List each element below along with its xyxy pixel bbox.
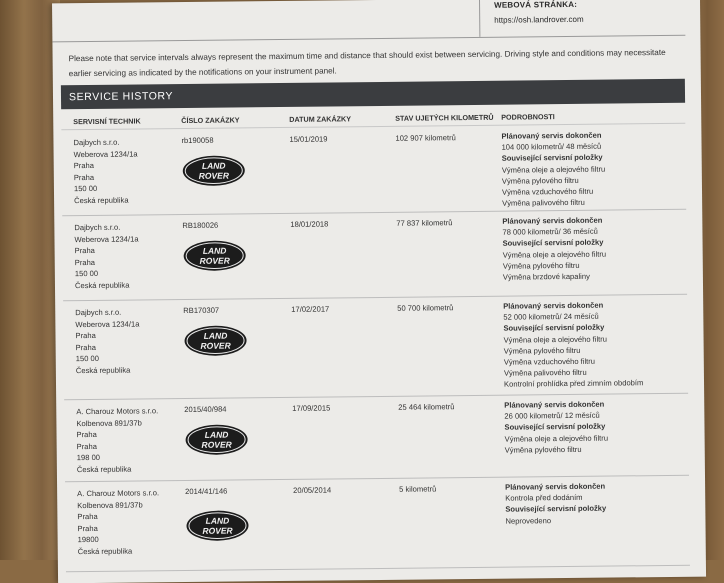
table-row — [61, 124, 686, 217]
detail-item: Výměna oleje a olejového filtru — [501, 164, 606, 175]
detail-item: 26 000 kilometrů/ 12 měsíců — [504, 410, 600, 421]
address-line: 198 00 — [76, 452, 101, 463]
order-number: 2014/41/146 — [185, 486, 228, 497]
address-line: Praha — [77, 523, 98, 533]
detail-heading: Související servisní položky — [505, 504, 607, 515]
logo-line1: LAND — [204, 429, 229, 440]
col-technician: SERVISNÍ TECHNIK — [73, 116, 141, 127]
address-line: A. Charouz Motors s.r.o. — [77, 488, 160, 499]
header-divider — [479, 0, 480, 37]
document-page — [52, 0, 706, 583]
table-row — [65, 475, 690, 573]
address-line: Dajbych s.r.o. — [73, 137, 120, 148]
address-line: Praha — [75, 342, 96, 352]
technician-address — [74, 222, 139, 292]
detail-heading: Plánovaný servis dokončen — [505, 481, 606, 492]
logo-line2: ROVER — [201, 439, 232, 450]
wood-background-left — [0, 0, 60, 560]
detail-heading: Plánovaný servis dokončen — [503, 300, 604, 311]
address-line: Praha — [73, 172, 95, 182]
logo-line2: ROVER — [199, 255, 230, 266]
address-line: Kolbenova 891/37b — [77, 499, 143, 510]
address-line: Česká republika — [77, 546, 133, 556]
col-order-date: DATUM ZAKÁZKY — [289, 114, 352, 124]
service-details — [501, 130, 605, 210]
order-date: 17/09/2015 — [292, 403, 331, 413]
detail-item: Výměna oleje a olejového filtru — [504, 433, 609, 444]
address-line: Praha — [74, 245, 95, 256]
website-url: https://osh.landrover.com — [494, 14, 584, 25]
address-line: Weberova 1234/1a — [75, 318, 140, 329]
logo-line2: ROVER — [198, 170, 229, 181]
address-line: Česká republika — [75, 365, 131, 375]
technician-address — [73, 137, 138, 207]
technician-address — [76, 405, 159, 475]
detail-item: Výměna pylového filtru — [502, 260, 580, 271]
col-details: PODROBNOSTI — [501, 112, 555, 122]
detail-item: Výměna palivového filtru — [502, 198, 585, 208]
logo-line1: LAND — [202, 245, 227, 256]
address-line: A. Charouz Motors s.r.o. — [76, 406, 159, 417]
mileage: 50 700 kilometrů — [397, 303, 454, 313]
order-number: 2015/40/984 — [184, 404, 227, 415]
address-line: 19800 — [77, 534, 99, 545]
detail-item: 104 000 kilometrů/ 48 měsíců — [501, 141, 602, 152]
address-line: Praha — [76, 441, 97, 451]
address-line: Praha — [74, 257, 96, 267]
detail-item: Výměna pylového filtru — [504, 444, 582, 455]
detail-item: Výměna oleje a olejového filtru — [503, 334, 608, 345]
detail-heading: Související servisní položky — [504, 422, 606, 433]
service-details — [503, 299, 643, 390]
order-date: 18/01/2018 — [290, 219, 329, 229]
header-box — [52, 0, 685, 42]
technician-address — [77, 487, 160, 557]
detail-heading: Související servisní položky — [502, 238, 604, 249]
service-details — [504, 399, 608, 456]
detail-heading: Plánovaný servis dokončen — [502, 215, 603, 226]
land-rover-logo — [183, 324, 245, 355]
mileage: 102 907 kilometrů — [395, 133, 456, 143]
service-interval-note: Please note that service intervals always represent the maximum time and distance that should exist between servicing. Driving style and conditions may necessitate earlier servicing as indicated by the notifications on your instrument panel. — [68, 47, 666, 79]
logo-line1: LAND — [205, 515, 230, 526]
detail-item: Výměna brzdové kapaliny — [502, 271, 590, 282]
address-line: Česká republika — [74, 195, 129, 205]
col-order-number: ČÍSLO ZAKÁZKY — [181, 115, 240, 126]
land-rover-logo — [183, 239, 245, 270]
address-line: Česká republika — [74, 280, 130, 290]
mileage: 77 837 kilometrů — [396, 218, 453, 228]
logo-line2: ROVER — [200, 340, 231, 351]
address-line: Praha — [75, 330, 96, 341]
detail-heading: Související servisní položky — [501, 153, 603, 164]
detail-item: Výměna vzduchového filtru — [503, 356, 596, 367]
detail-heading: Související servisní položky — [503, 323, 605, 334]
address-line: Praha — [76, 429, 97, 440]
col-mileage: STAV UJETÝCH KILOMETRŮ — [395, 112, 494, 123]
detail-item: Výměna vzduchového filtru — [501, 186, 594, 197]
service-details — [502, 215, 606, 283]
detail-item: 78 000 kilometrů/ 36 měsíců — [502, 226, 598, 237]
logo-line1: LAND — [201, 160, 226, 171]
order-date: 15/01/2019 — [289, 134, 328, 144]
address-line: 150 00 — [74, 268, 99, 279]
table-row — [63, 294, 688, 401]
detail-item: Výměna pylového filtru — [501, 175, 579, 186]
order-date: 20/05/2014 — [293, 485, 332, 495]
land-rover-logo — [184, 423, 246, 454]
detail-heading: Plánovaný servis dokončen — [504, 399, 605, 410]
address-line: Weberova 1234/1a — [73, 149, 138, 159]
order-number: RB170307 — [183, 305, 220, 316]
detail-item: 52 000 kilometrů/ 24 měsíců — [503, 311, 599, 322]
address-line: Praha — [77, 511, 98, 522]
detail-item: Výměna oleje a olejového filtru — [502, 249, 607, 260]
website-label: WEBOVÁ STRÁNKA: — [494, 0, 578, 10]
address-line: Kolbenova 891/37b — [76, 417, 142, 428]
service-details — [505, 481, 606, 527]
order-number: RB180026 — [182, 220, 219, 231]
detail-item: Kontrola před dodáním — [505, 493, 583, 503]
address-line: Weberova 1234/1a — [74, 234, 139, 244]
logo-line2: ROVER — [202, 525, 233, 536]
technician-address — [75, 306, 140, 376]
order-date: 17/02/2017 — [291, 304, 330, 314]
detail-item: Kontrolní prohlídka před zimním obdobím — [503, 378, 644, 390]
mileage: 25 464 kilometrů — [398, 402, 455, 412]
address-line: Dajbych s.r.o. — [74, 222, 121, 233]
detail-item: Neprovedeno — [505, 515, 552, 526]
table-row — [64, 393, 689, 483]
mileage: 5 kilometrů — [399, 484, 437, 494]
land-rover-logo — [182, 154, 244, 185]
address-line: Praha — [73, 160, 95, 171]
address-line: Dajbych s.r.o. — [75, 307, 122, 318]
table-row — [62, 209, 687, 302]
detail-item: Výměna pylového filtru — [503, 345, 581, 356]
land-rover-logo — [185, 509, 247, 540]
address-line: 150 00 — [75, 353, 100, 364]
order-number: rb190058 — [181, 135, 214, 146]
logo-line1: LAND — [203, 330, 228, 341]
service-history-title: SERVICE HISTORY — [61, 79, 685, 110]
detail-item: Výměna palivového filtru — [503, 368, 587, 378]
address-line: 150 00 — [73, 183, 98, 194]
detail-heading: Plánovaný servis dokončen — [501, 130, 602, 141]
address-line: Česká republika — [76, 464, 132, 474]
